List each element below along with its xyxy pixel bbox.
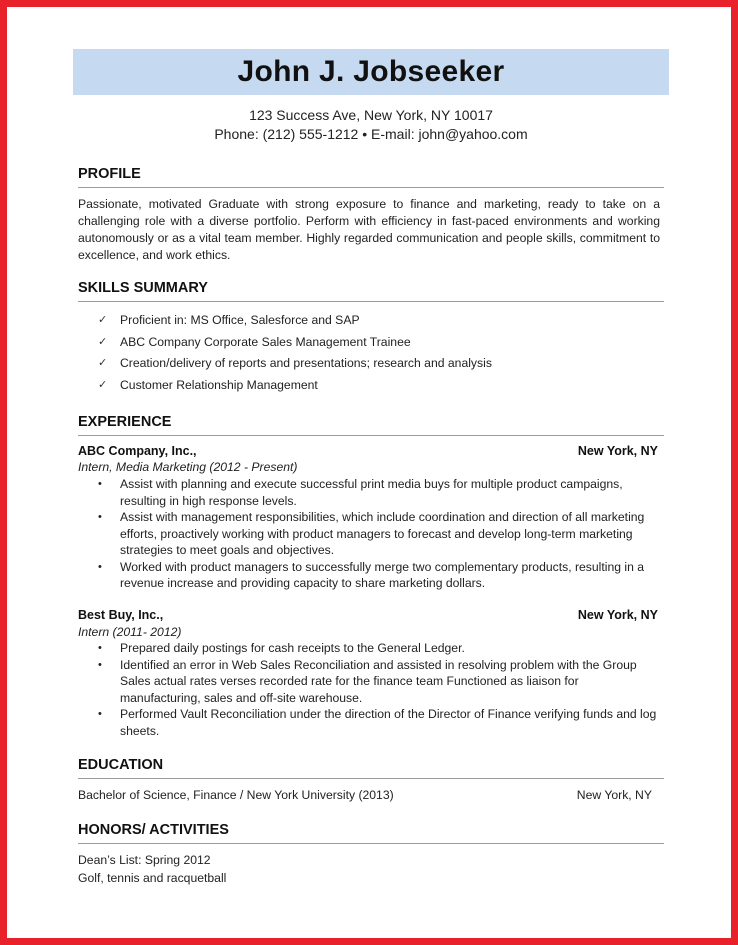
bullet-text: Assist with planning and execute successful print media buys for multiple product campaigns, resulting in high response levels.	[120, 477, 623, 508]
job-company: ABC Company, Inc.,	[78, 444, 197, 458]
honor-item: Golf, tennis and racquetball	[78, 871, 227, 885]
honor-item: Dean’s List: Spring 2012	[78, 853, 211, 867]
bullet-text: Prepared daily postings for cash receipts to the General Ledger.	[120, 641, 465, 655]
candidate-name: John J. Jobseeker	[237, 55, 505, 88]
section-title-education: EDUCATION	[78, 757, 664, 779]
job-company: Best Buy, Inc.,	[78, 608, 164, 622]
check-icon: ✓	[98, 335, 108, 348]
job-role: Intern (2011- 2012)	[78, 625, 182, 639]
section-title-skills: SKILLS SUMMARY	[78, 280, 664, 302]
list-item	[98, 476, 658, 509]
bullet-text: Performed Vault Reconciliation under the direction of the Director of Finance verifying funds and log sheets.	[120, 707, 657, 738]
skill-text: Creation/delivery of reports and presentations; research and analysis	[120, 356, 492, 370]
bullet-icon: •	[98, 708, 102, 720]
list-item	[98, 657, 658, 707]
list-item	[98, 706, 658, 739]
name-banner	[73, 49, 669, 95]
list-item	[98, 310, 658, 332]
list-item	[98, 353, 658, 375]
education-degree: Bachelor of Science, Finance / New York University (2013)	[78, 788, 394, 802]
profile-text: Passionate, motivated Graduate with strong exposure to finance and marketing, ready to take on a challenging role with a diverse portfolio. Perform with efficiency in fast-paced environments and working autonomously or as a vital team member. Highly regarded communication and people skills, commitment to excellence, and work ethics.	[78, 197, 660, 262]
bullet-text: Assist with management responsibilities, which include coordination and direction of all marketing efforts, proactively working with product managers to forecast and develop long-term marketing strategies to meet goals and objectives.	[120, 510, 645, 557]
check-icon: ✓	[98, 314, 108, 326]
list-item	[98, 509, 658, 559]
job-header	[78, 608, 658, 622]
bullet-icon: •	[98, 511, 102, 523]
section-title-experience: EXPERIENCE	[78, 414, 664, 436]
section-title-honors: HONORS/ ACTIVITIES	[78, 822, 664, 844]
bullet-text: Identified an error in Web Sales Reconciliation and assisted in resolving problem with the Group Sales actual rates verses recorded rate for the finance team Functioned as liaison for manufacturing, sales and off-site warehouse.	[120, 657, 637, 705]
job-role: Intern, Media Marketing (2012 - Present)	[78, 460, 298, 474]
skills-list	[98, 310, 658, 396]
education-location: New York, NY	[576, 788, 652, 802]
skill-text: ABC Company Corporate Sales Management Trainee	[120, 334, 411, 349]
bullet-text: Worked with product managers to successfully merge two complementary products, resulting in a revenue increase and providing capacity to share marketing dollars.	[120, 559, 645, 590]
education-row	[78, 788, 652, 802]
job-header	[78, 444, 658, 458]
list-item	[98, 332, 658, 354]
job-location: New York, NY	[577, 444, 658, 458]
list-item	[98, 640, 658, 657]
list-item	[98, 559, 658, 592]
job-location: New York, NY	[577, 608, 658, 622]
check-icon: ✓	[98, 357, 108, 369]
contact-line: Phone: (212) 555-1212 • E-mail: john@yahoo.com	[214, 126, 528, 142]
skill-text: Customer Relationship Management	[120, 377, 318, 392]
bullet-icon: •	[98, 560, 102, 573]
bullet-icon: •	[98, 658, 102, 671]
resume-page	[7, 7, 731, 938]
bullet-icon: •	[98, 642, 102, 654]
bullet-icon: •	[98, 478, 102, 490]
check-icon: ✓	[98, 378, 108, 391]
skill-text: Proficient in: MS Office, Salesforce and SAP	[120, 313, 360, 327]
job-bullets	[98, 640, 658, 739]
address-line: 123 Success Ave, New York, NY 10017	[249, 107, 493, 123]
list-item	[98, 375, 658, 397]
section-title-profile: PROFILE	[78, 166, 664, 188]
job-bullets	[98, 476, 658, 592]
